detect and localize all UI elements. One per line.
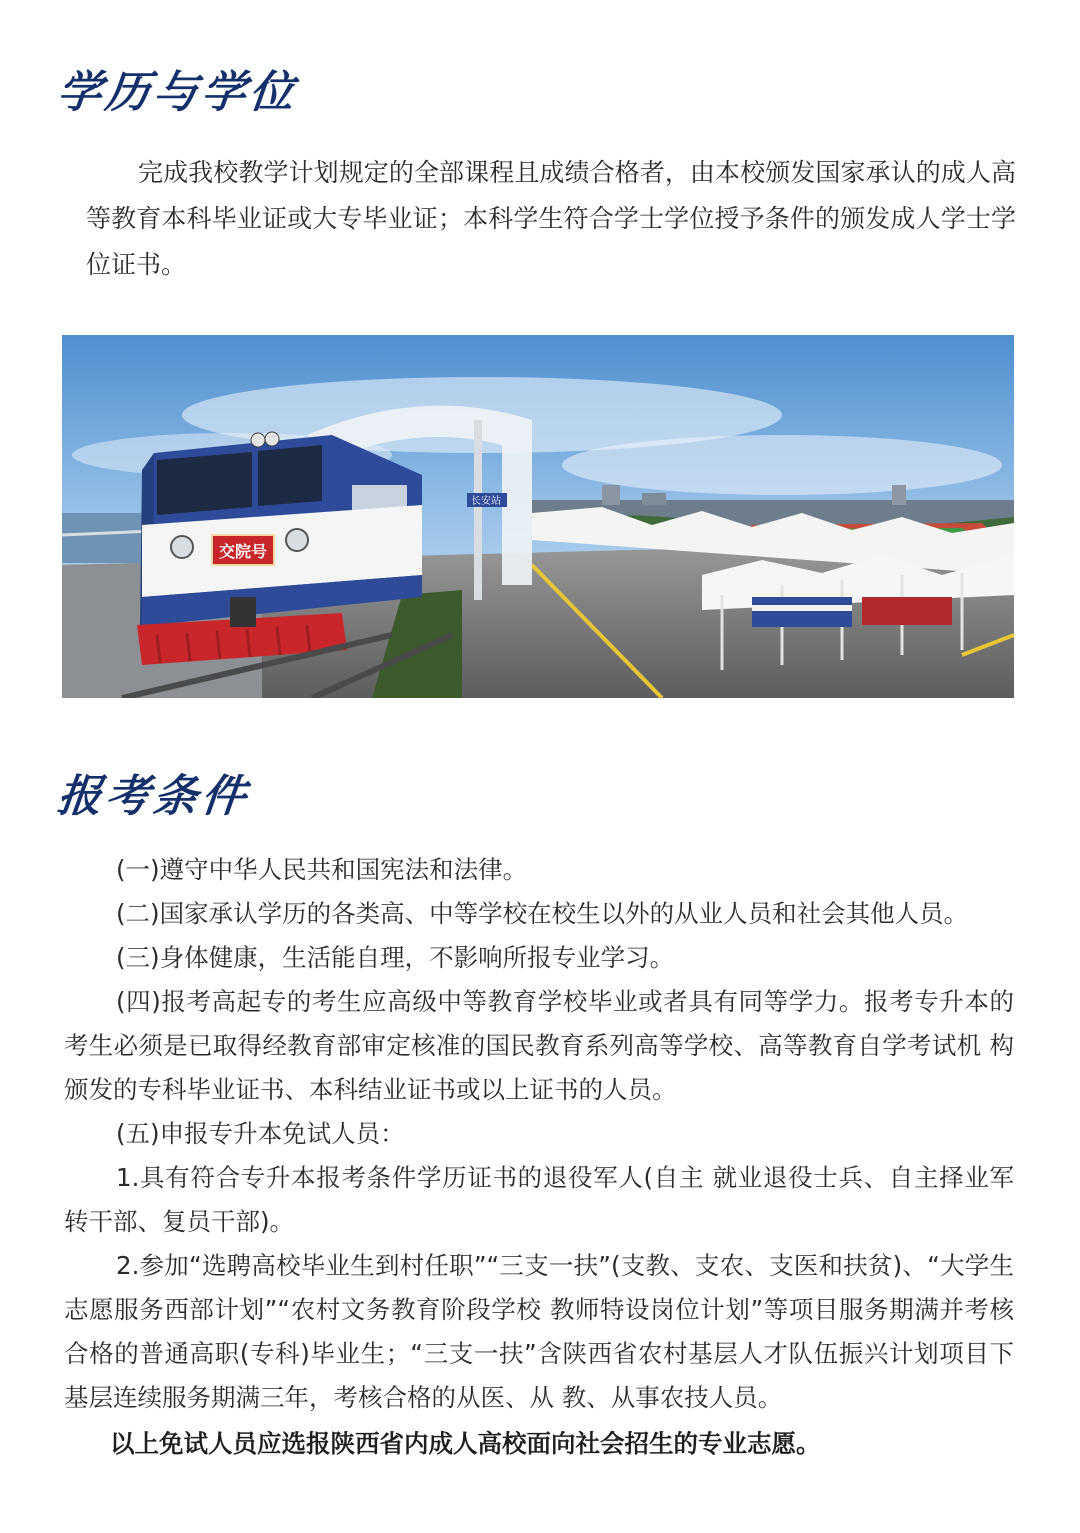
- requirements-list: [64, 848, 1014, 1466]
- train-plate-text: 交院号: [219, 542, 268, 561]
- requirement-item: (二)国家承认学历的各类高、中等学校在校生以外的从业人员和社会其他人员。: [116, 899, 969, 928]
- station-sign-text: 长安站: [471, 496, 501, 507]
- campus-photo: [62, 335, 1014, 698]
- requirement-item: (三)身体健康，生活能自理，不影响所报专业学习。: [116, 943, 675, 972]
- requirement-item: 1.具有符合专升本报考条件学历证书的退役军人(自主 就业退役士兵、自主择业军转干部、复员干部)。: [64, 1163, 1014, 1236]
- requirement-item: 2.参加“选聘高校毕业生到村任职”“三支一扶”(支教、支农、支医和扶贫)、“大学生志愿服务西部计划”“农村文务教育阶段学校 教师特设岗位计划”等项目服务期满并考核合格的普通高职(专科)毕业生；“三支一扶”含陕西省农村基层人才队伍振兴计划项目下基层连续服务期满三年，考核合格的从医、从 教、从事农技人员。: [64, 1251, 1014, 1412]
- exemption-note: 以上免试人员应选报陕西省内成人高校面向社会招生的专业志愿。: [110, 1429, 821, 1458]
- section-title-degree: 学历与学位: [54, 67, 301, 118]
- degree-paragraph: 完成我校教学计划规定的全部课程且成绩合格者，由本校颁发国家承认的成人高等教育本科毕业证或大专毕业证；本科学生符合学士学位授予条件的颁发成人学士学位证书。: [86, 158, 1016, 279]
- requirement-item: (五)申报专升本免试人员：: [116, 1119, 405, 1148]
- section-title-requirements: 报考条件: [54, 771, 253, 822]
- requirement-item: (一)遵守中华人民共和国宪法和法律。: [116, 855, 528, 884]
- requirement-item: (四)报考高起专的考生应高级中等教育学校毕业或者具有同等学力。报考专升本的考生必须是已取得经教育部审定核准的国民教育系列高等学校、高等教育自学考试机 构颁发的专科毕业证书、本科结业证书或以上证书的人员。: [64, 987, 1014, 1104]
